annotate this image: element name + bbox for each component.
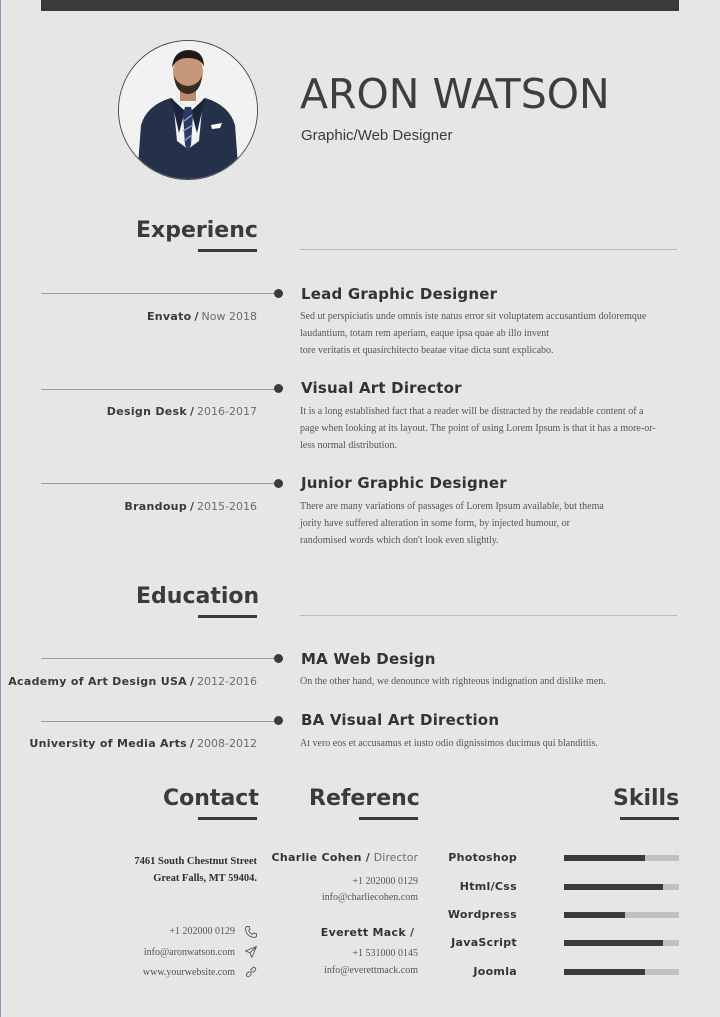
- experience-title: Junior Graphic Designer: [301, 474, 507, 492]
- skill-name: Html/Css: [459, 880, 517, 893]
- skill-name: JavaScript: [451, 936, 517, 949]
- education-divider: [300, 615, 677, 616]
- experience-org: Design Desk / 2016-2017: [106, 405, 257, 418]
- references-heading: Referenc: [309, 786, 420, 811]
- experience-title: Visual Art Director: [301, 379, 462, 397]
- timeline-dot: [274, 479, 283, 488]
- top-accent-bar: [41, 0, 679, 11]
- skills-heading: Skills: [613, 786, 680, 811]
- education-desc: At vero eos et accusamus et iusto odio dignissimos ducimus qui blanditiis.: [300, 738, 598, 749]
- skill-level-fill: [564, 940, 663, 946]
- timeline-line: [41, 721, 279, 722]
- page-border: [0, 0, 1, 1017]
- contact-phone: +1 202000 0129: [169, 926, 235, 937]
- experience-desc: Sed ut perspiciatis unde omnis iste natus error sit voluptatem accusantium doloremque laudantium, totam rem aperiam, eaque ipsa quae ab illo invent tore veritatis et quasirchitecto beatae vitae dicta sunt explicabo.: [300, 311, 647, 356]
- skill-name: Photoshop: [448, 851, 517, 864]
- timeline-line: [41, 389, 279, 390]
- experience-desc: It is a long established fact that a reader will be distracted by the readable content of a page when looking at its layout. The point of using Lorem Ipsum is that it has a more-or- less normal distribution.: [300, 406, 656, 451]
- timeline-line: [41, 293, 279, 294]
- contact-underline: [198, 817, 257, 820]
- profile-photo: [118, 40, 258, 180]
- skills-underline: [620, 817, 679, 820]
- skill-level-fill: [564, 884, 663, 890]
- experience-underline: [198, 249, 257, 252]
- reference-email[interactable]: info@charliecohen.com: [321, 892, 418, 903]
- timeline-dot: [274, 289, 283, 298]
- skill-name: Joomla: [473, 965, 517, 978]
- contact-email[interactable]: info@aronwatson.com: [143, 947, 235, 958]
- education-title: BA Visual Art Direction: [301, 711, 500, 729]
- skill-level-bar: [564, 855, 679, 861]
- experience-org: Envato / Now 2018: [146, 310, 257, 323]
- link-icon: [244, 965, 258, 979]
- skill-level-fill: [564, 855, 645, 861]
- timeline-line: [41, 483, 279, 484]
- education-heading: Education: [136, 584, 260, 609]
- skill-level-fill: [564, 912, 625, 918]
- skill-level-fill: [564, 969, 645, 975]
- education-org: University of Media Arts / 2008-2012: [29, 737, 257, 750]
- reference-phone: +1 531000 0145: [352, 948, 418, 959]
- skill-level-bar: [564, 969, 679, 975]
- timeline-dot: [274, 654, 283, 663]
- experience-divider: [300, 249, 677, 250]
- contact-address: 7461 South Chestnut Street Great Falls, MT 59404.: [134, 856, 257, 884]
- timeline-dot: [274, 716, 283, 725]
- skill-name: Wordpress: [447, 908, 517, 921]
- contact-heading: Contact: [163, 786, 259, 811]
- reference-email[interactable]: info@everettmack.com: [324, 965, 418, 976]
- send-icon: [244, 945, 258, 959]
- reference-phone: +1 202000 0129: [352, 876, 418, 887]
- skill-level-bar: [564, 912, 679, 918]
- education-title: MA Web Design: [301, 650, 436, 668]
- contact-website[interactable]: www.yourwebsite.com: [142, 967, 235, 978]
- skill-level-bar: [564, 940, 679, 946]
- experience-desc: There are many variations of passages of Lorem Ipsum available, but thema jority have suffered alteration in some form, by injected humour, or randomised words which don't look even slightly.: [300, 501, 604, 546]
- person-portrait-icon: [119, 41, 257, 179]
- references-underline: [359, 817, 418, 820]
- reference-name: Charlie Cohen / Director: [271, 851, 418, 864]
- reference-name: Everett Mack /: [320, 926, 414, 939]
- experience-org: Brandoup / 2015-2016: [124, 500, 257, 513]
- experience-heading: Experienc: [136, 218, 258, 243]
- education-desc: On the other hand, we denounce with righteous indignation and dislike men.: [300, 676, 606, 687]
- candidate-name: ARON WATSON: [300, 70, 610, 118]
- phone-icon: [244, 925, 258, 939]
- education-underline: [198, 615, 257, 618]
- skill-level-bar: [564, 884, 679, 890]
- timeline-line: [41, 658, 279, 659]
- timeline-dot: [274, 384, 283, 393]
- experience-title: Lead Graphic Designer: [301, 285, 498, 303]
- candidate-role: Graphic/Web Designer: [301, 127, 453, 144]
- education-org: Academy of Art Design USA / 2012-2016: [8, 675, 257, 688]
